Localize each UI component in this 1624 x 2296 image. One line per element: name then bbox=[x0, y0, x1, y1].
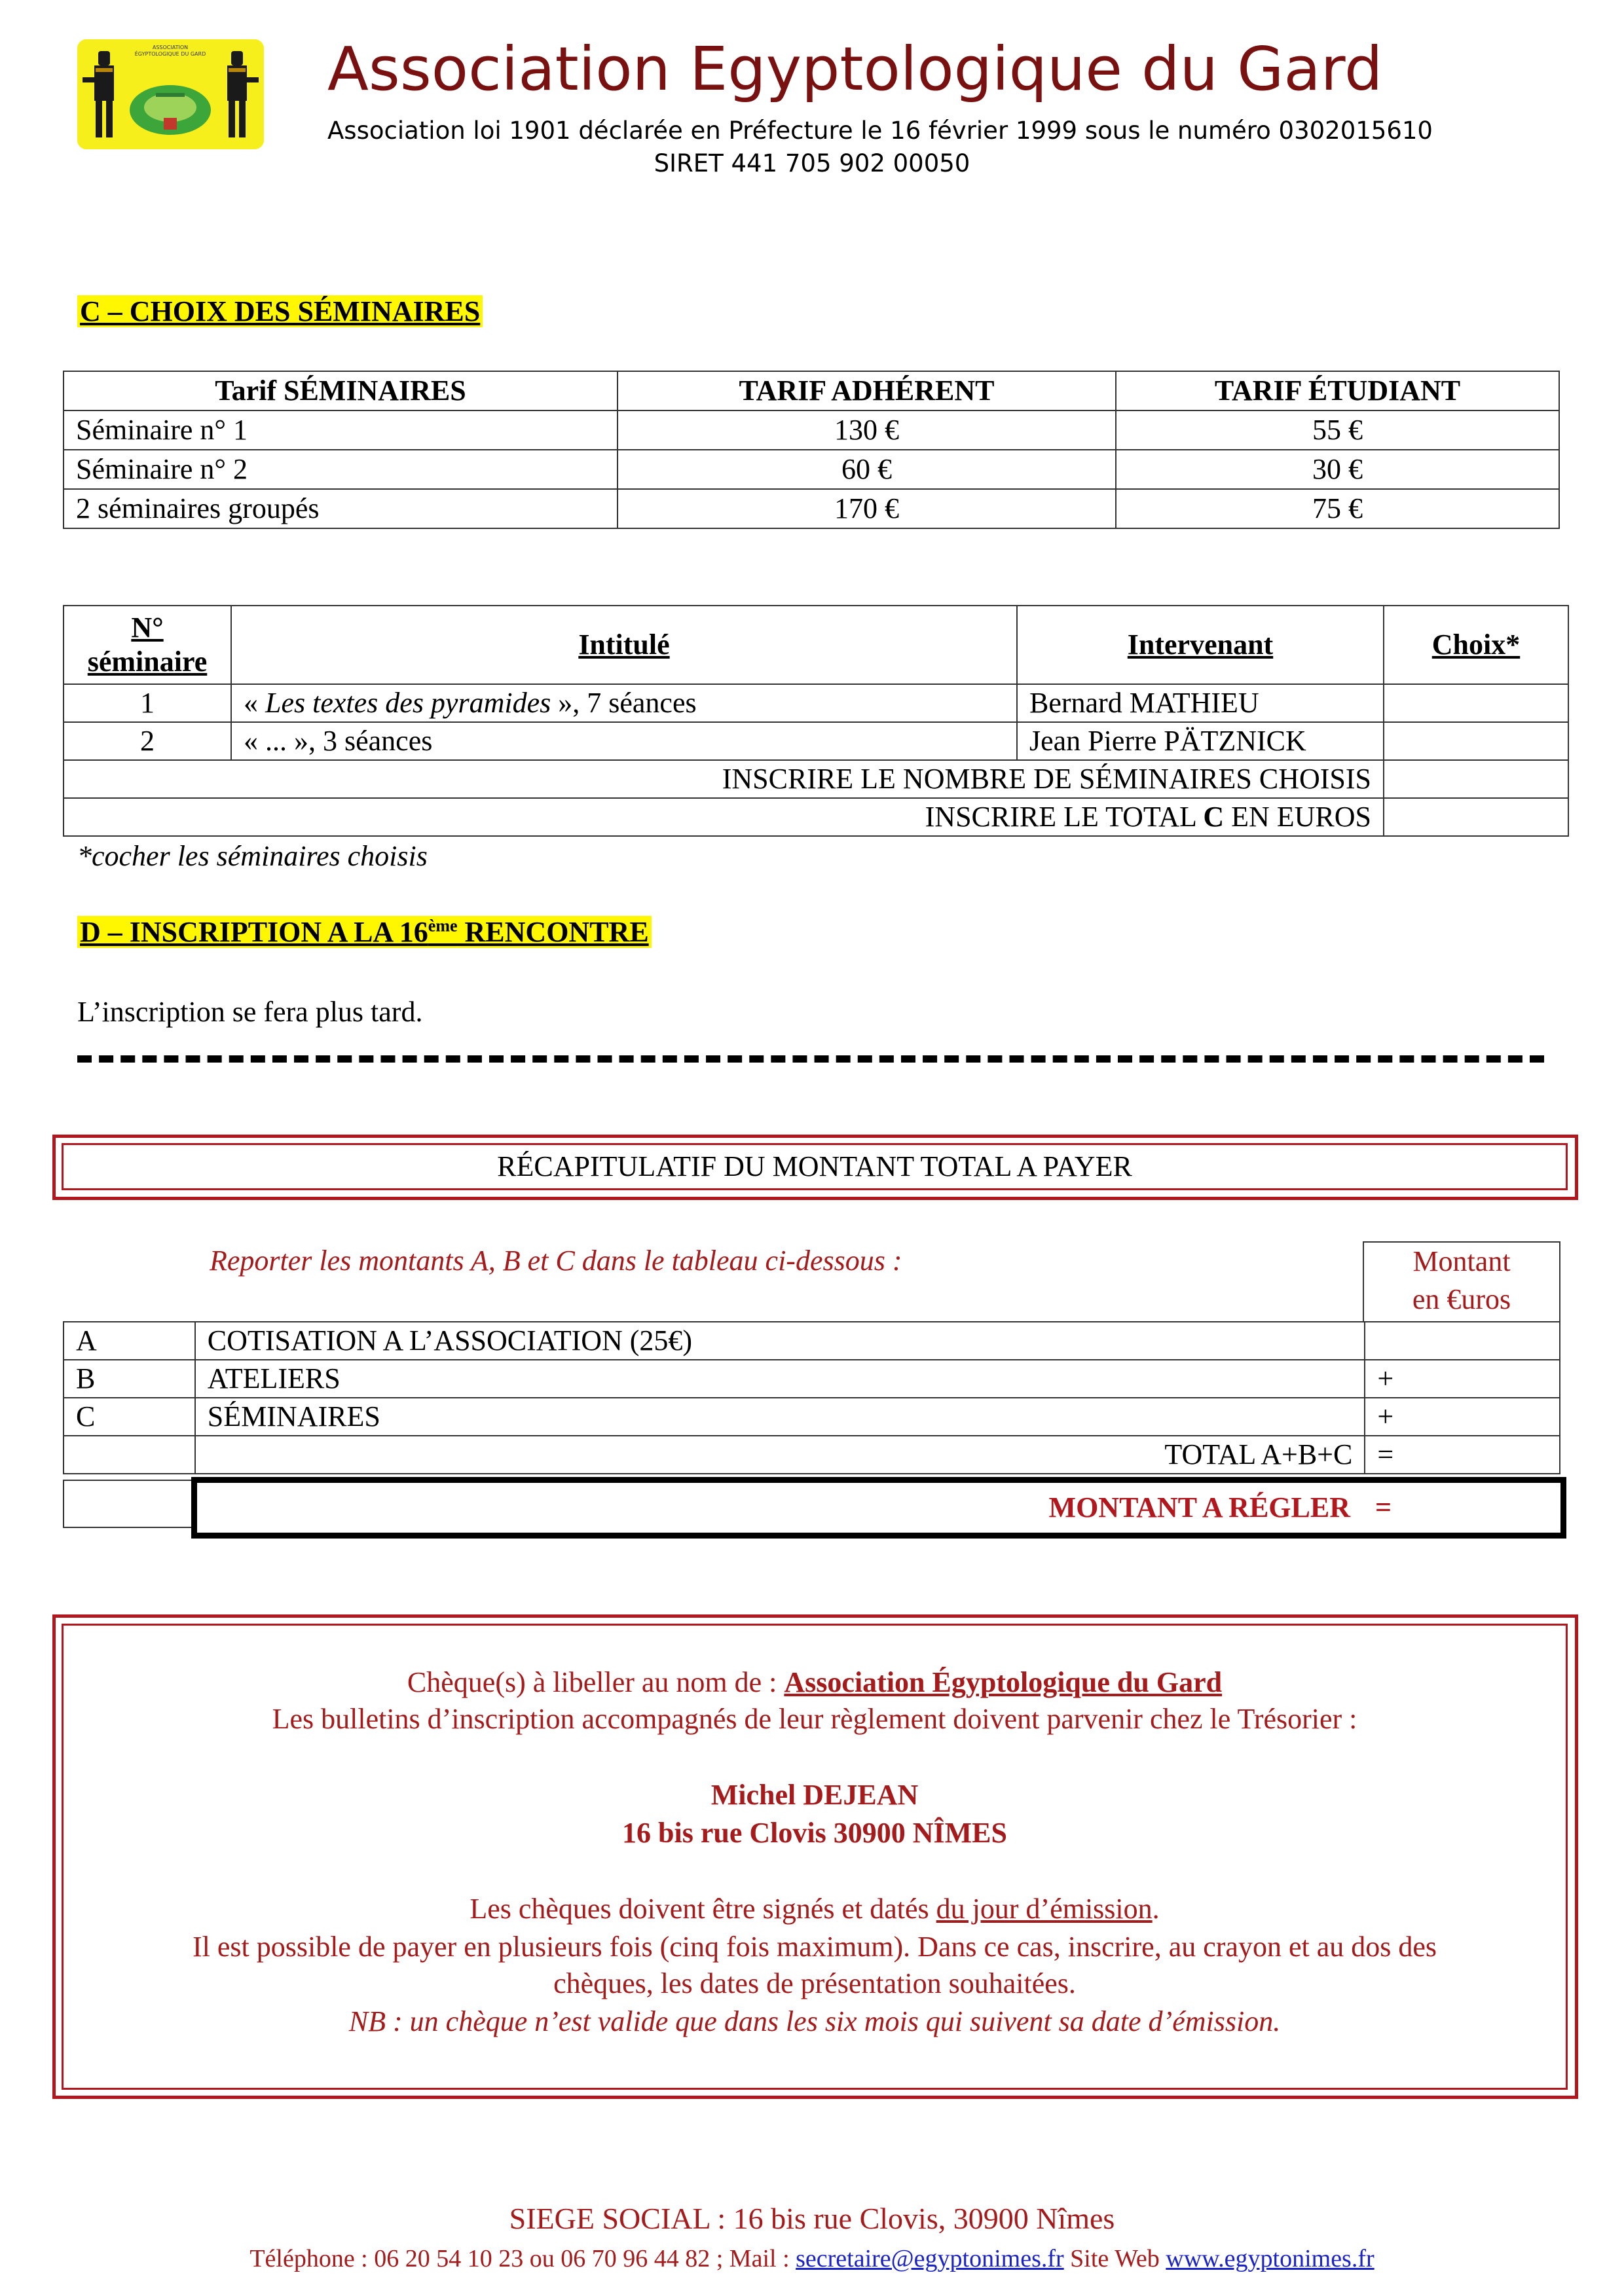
row-label: Séminaire n° 1 bbox=[64, 410, 618, 450]
total-c-pre: INSCRIRE LE TOTAL bbox=[925, 801, 1204, 833]
seminar-number: 2 bbox=[64, 722, 231, 760]
seminar-number: 1 bbox=[64, 684, 231, 722]
price-etudiant: 75 € bbox=[1116, 489, 1559, 528]
header-intitule: Intitulé bbox=[231, 606, 1017, 684]
row-label: Séminaire n° 2 bbox=[64, 450, 618, 489]
amount-due-field[interactable]: = bbox=[1375, 1491, 1392, 1523]
seminar-title-open: « bbox=[244, 687, 265, 719]
amount-field-c[interactable]: + bbox=[1365, 1398, 1560, 1436]
seminar-choice-table bbox=[63, 605, 1569, 837]
total-c-label bbox=[64, 798, 1384, 836]
total-field[interactable]: = bbox=[1365, 1436, 1560, 1474]
header-tarif-etudiant: TARIF ÉTUDIANT bbox=[1116, 371, 1559, 410]
cheque-payee-line bbox=[62, 1666, 1568, 1699]
amount-header-line1: Montant bbox=[1412, 1245, 1511, 1277]
table-row bbox=[64, 489, 1559, 528]
section-d-title-sup: ème bbox=[428, 916, 458, 936]
registered-office: SIEGE SOCIAL : 16 bis rue Clovis, 30900 Nîmes bbox=[509, 2202, 1115, 2235]
table-row bbox=[64, 684, 1568, 722]
cheque-validity-note: NB : un chèque n’est valide que dans les six mois qui suivent sa date d’émission. bbox=[348, 2005, 1281, 2037]
installments-line-1: Il est possible de payer en plusieurs fois (cinq fois maximum). Dans ce cas, inscrire, au crayon et au dos des bbox=[192, 1931, 1437, 1963]
row-label: 2 séminaires groupés bbox=[64, 489, 618, 528]
cheque-payee-pre: Chèque(s) à libeller au nom de : bbox=[407, 1666, 784, 1698]
cheque-signature-rule bbox=[62, 1892, 1568, 1925]
section-d-title bbox=[77, 916, 652, 948]
table-row bbox=[64, 410, 1559, 450]
association-registration: Association loi 1901 déclarée en Préfecture le 16 février 1999 sous le numéro 0302015610 bbox=[327, 117, 1433, 145]
amount-column-header bbox=[1363, 1241, 1560, 1322]
section-d-title-pre: D – INSCRIPTION A LA 16 bbox=[80, 916, 428, 948]
table-row bbox=[64, 1322, 1560, 1360]
seminar-count-field[interactable] bbox=[1384, 760, 1568, 798]
seminar-price-table bbox=[63, 371, 1560, 529]
row-letter: A bbox=[64, 1322, 195, 1360]
total-c-post: EN EUROS bbox=[1224, 801, 1371, 833]
seminar-title bbox=[231, 684, 1017, 722]
table-row bbox=[64, 1398, 1560, 1436]
table-row bbox=[64, 722, 1568, 760]
installments-line-2: chèques, les dates de présentation souhaitées. bbox=[553, 1967, 1076, 1999]
header-num-line2: séminaire bbox=[87, 646, 208, 678]
selection-note: *cocher les séminaires choisis bbox=[77, 840, 428, 872]
table-row bbox=[64, 798, 1568, 836]
table-row bbox=[64, 1436, 1560, 1474]
seminar-title-italic: Les textes des pyramides bbox=[265, 687, 551, 719]
cheque-send-instruction: Les bulletins d’inscription accompagnés de leur règlement doivent parvenir chez le Trésorier : bbox=[272, 1703, 1357, 1735]
row-label: COTISATION A L’ASSOCIATION (25€) bbox=[195, 1322, 1365, 1360]
section-d-title-post: RENCONTRE bbox=[457, 916, 649, 948]
row-letter: B bbox=[64, 1360, 195, 1398]
contact-line bbox=[0, 2244, 1624, 2273]
cheque-payee-name: Association Égyptologique du Gard bbox=[784, 1666, 1223, 1698]
association-logo bbox=[77, 39, 264, 149]
header-intervenant: Intervenant bbox=[1017, 606, 1384, 684]
choice-checkbox-1[interactable] bbox=[1384, 684, 1568, 722]
table-row bbox=[64, 450, 1559, 489]
price-etudiant: 30 € bbox=[1116, 450, 1559, 489]
registration-text: L’inscription se fera plus tard. bbox=[77, 996, 423, 1028]
section-c-heading bbox=[77, 295, 483, 328]
email-link[interactable]: secretaire@egyptonimes.fr bbox=[796, 2245, 1064, 2272]
seminar-count-label: INSCRIRE LE NOMBRE DE SÉMINAIRES CHOISIS bbox=[64, 760, 1384, 798]
price-etudiant: 55 € bbox=[1116, 410, 1559, 450]
section-d-heading bbox=[77, 915, 652, 949]
choice-checkbox-2[interactable] bbox=[1384, 722, 1568, 760]
row-label: SÉMINAIRES bbox=[195, 1398, 1365, 1436]
seminar-title-close: », 7 séances bbox=[551, 687, 697, 719]
report-instruction: Reporter les montants A, B et C dans le tableau ci-dessous : bbox=[210, 1245, 902, 1277]
phone-numbers: Téléphone : 06 20 54 10 23 ou 06 70 96 44 82 ; Mail : bbox=[249, 2245, 796, 2272]
price-adherent: 130 € bbox=[618, 410, 1116, 450]
page-title: Association Egyptologique du Gard bbox=[327, 34, 1383, 104]
website-link[interactable]: www.egyptonimes.fr bbox=[1166, 2245, 1375, 2272]
amount-field-a[interactable] bbox=[1365, 1322, 1560, 1360]
cheque-rule-underlined: du jour d’émission bbox=[936, 1893, 1153, 1925]
empty-cell bbox=[63, 1480, 193, 1528]
amount-field-b[interactable]: + bbox=[1365, 1360, 1560, 1398]
seminar-title: « ... », 3 séances bbox=[231, 722, 1017, 760]
total-c-letter: C bbox=[1203, 801, 1225, 833]
site-label: Site Web bbox=[1063, 2245, 1166, 2272]
siret-number: SIRET 441 705 902 00050 bbox=[654, 149, 970, 177]
amount-due-label: MONTANT A RÉGLER bbox=[1048, 1491, 1350, 1523]
header-tarif-adherent: TARIF ADHÉRENT bbox=[618, 371, 1116, 410]
total-label: TOTAL A+B+C bbox=[195, 1436, 1365, 1474]
price-adherent: 170 € bbox=[618, 489, 1116, 528]
table-row bbox=[64, 1360, 1560, 1398]
table-header-row bbox=[64, 606, 1568, 684]
seminar-speaker: Jean Pierre PÄTZNICK bbox=[1017, 722, 1384, 760]
price-adherent: 60 € bbox=[618, 450, 1116, 489]
row-letter: C bbox=[64, 1398, 195, 1436]
treasurer-name: Michel DEJEAN bbox=[710, 1779, 919, 1811]
header-choix: Choix* bbox=[1384, 606, 1568, 684]
header-num-line1: N° bbox=[131, 611, 164, 644]
cheque-rule-post: . bbox=[1152, 1893, 1160, 1925]
table-header-row bbox=[64, 371, 1559, 410]
amount-header-line2: en €uros bbox=[1412, 1283, 1511, 1315]
recap-title: RÉCAPITULATIF DU MONTANT TOTAL A PAYER bbox=[62, 1143, 1568, 1190]
table-row bbox=[64, 760, 1568, 798]
empty-cell bbox=[64, 1436, 195, 1474]
cheque-rule-pre: Les chèques doivent être signés et datés bbox=[470, 1893, 936, 1925]
treasurer-address: 16 bis rue Clovis 30900 NÎMES bbox=[622, 1817, 1007, 1849]
header-tarif-seminaires: Tarif SÉMINAIRES bbox=[64, 371, 618, 410]
total-c-field[interactable] bbox=[1384, 798, 1568, 836]
seminar-speaker: Bernard MATHIEU bbox=[1017, 684, 1384, 722]
header-num-seminaire bbox=[64, 606, 231, 684]
logo-lettering: ASSOCIATION ÉGYPTOLOGIQUE DU GARD bbox=[134, 45, 206, 57]
cut-line-divider bbox=[77, 1055, 1544, 1063]
amount-summary-table bbox=[63, 1321, 1560, 1474]
section-c-title: C – CHOIX DES SÉMINAIRES bbox=[77, 295, 483, 327]
row-label: ATELIERS bbox=[195, 1360, 1365, 1398]
